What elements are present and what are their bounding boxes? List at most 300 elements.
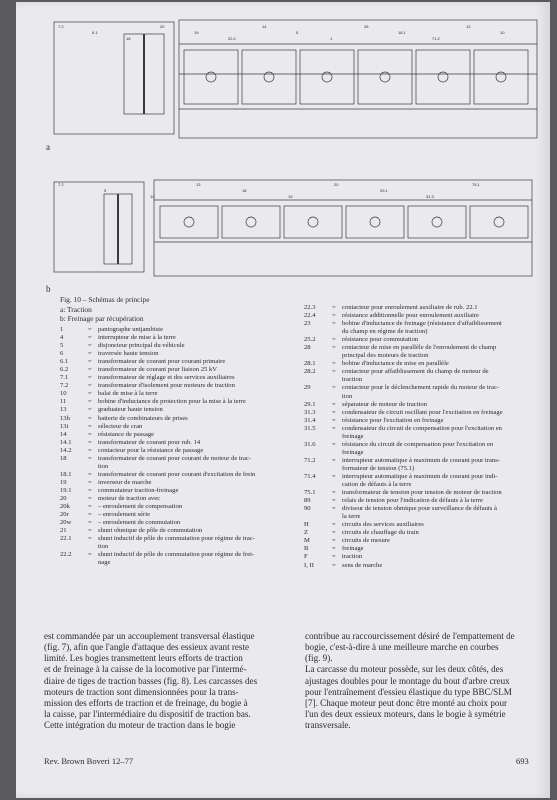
schematic-label: 14	[262, 24, 267, 29]
circuit-block	[184, 50, 238, 104]
legend-code: 22.3	[304, 304, 316, 311]
schematic-label: 20	[160, 24, 165, 29]
legend-entry	[60, 447, 308, 455]
figure-caption	[60, 295, 300, 324]
legend-code: 20	[60, 494, 67, 502]
legend-text: résistance pour l'excitation en freinage	[342, 416, 444, 424]
legend-code: 25.2	[304, 336, 316, 344]
legend-entry	[304, 401, 542, 409]
panel-a-label: a	[46, 142, 50, 152]
legend-text: shunt inductif de pôle de commutation pour régime de frei-	[98, 551, 255, 559]
legend-code: 4	[60, 334, 64, 342]
legend-separator: =	[88, 342, 92, 350]
legend-entry	[304, 529, 542, 537]
legend-text: inverseur de marche	[98, 478, 152, 486]
legend-text: contacteur pour le déclenchement rapide du moteur de trac-	[342, 384, 500, 392]
legend-entry	[304, 376, 542, 384]
legend-separator: =	[332, 472, 336, 480]
legend-entry	[304, 417, 542, 425]
legend-entry	[60, 503, 308, 511]
legend-separator: =	[88, 511, 92, 519]
motor-symbol	[370, 217, 380, 227]
text-line: moteurs de traction sont dimensionnées pour la trans-	[44, 686, 239, 697]
schematic-label: 14	[150, 194, 155, 199]
legend-code: Z	[304, 529, 309, 537]
legend-text: freinage	[342, 545, 364, 553]
schematic-label: 20	[334, 182, 339, 187]
legend-text: shunt ohmique de pôle de commutation	[98, 527, 203, 535]
legend-code: 6	[60, 350, 64, 358]
motor-symbol	[496, 72, 506, 82]
legend-separator: =	[88, 503, 92, 511]
legend-entry	[304, 553, 542, 561]
text-line: ajustages doubles pour le montage du bout d'arbre creux	[305, 675, 510, 686]
legend-code: 5	[60, 342, 64, 350]
legend-code: I, II	[304, 561, 314, 569]
legend-text: commutateur traction-freinage	[98, 486, 179, 494]
legend-code: 6.1	[60, 358, 69, 366]
legend-code: 31.4	[304, 416, 316, 424]
motor-symbol	[246, 217, 256, 227]
schematic-label: 13	[196, 182, 201, 187]
legend-separator: =	[332, 360, 336, 368]
legend-entry	[304, 336, 542, 344]
legend-entry	[304, 344, 542, 352]
legend-separator: =	[332, 320, 336, 328]
text-line: pour l'entraînement d'essieu élastique du type BBC/SLM	[305, 686, 512, 697]
legend-text: formateur de tension (75.1)	[342, 464, 415, 472]
legend-code	[304, 481, 332, 489]
legend-code: 19.1	[60, 486, 72, 494]
motor-symbol	[380, 72, 390, 82]
legend-code: 28	[304, 344, 311, 352]
legend-entry	[60, 455, 308, 463]
legend-separator	[332, 513, 342, 521]
legend-entry	[304, 537, 542, 545]
legend-text: contacteur pour enroulement auxiliaire de rub. 22.1	[342, 304, 478, 311]
legend-entry	[304, 425, 542, 433]
legend-text: interrupteur automatique à maximum de courant pour indi-	[342, 472, 498, 480]
legend-separator: =	[88, 350, 92, 358]
legend-separator: =	[88, 398, 92, 406]
legend-separator	[332, 376, 342, 384]
legend-text: transformateur de courant pour courant de moteur de trac-	[98, 454, 252, 462]
legend-separator: =	[88, 430, 92, 438]
legend-separator: =	[332, 344, 336, 352]
legend-text: relais de tension pour l'indication de défauts à la terre	[342, 497, 483, 505]
legend-entry	[60, 543, 308, 551]
legend-code	[304, 433, 332, 441]
legend-text: batterie de combinateurs de prises	[98, 414, 188, 422]
schematic-label: 19	[194, 30, 199, 35]
text-line: est commandée par un accouplement transversal élastique	[44, 631, 255, 641]
legend-text: graduateur haute tension	[98, 406, 163, 414]
legend-text: transformateur de tension pour tension de moteur de traction	[342, 489, 502, 497]
legend-code: 14.2	[60, 446, 72, 454]
legend-separator: =	[88, 478, 92, 486]
footer-journal: Rev. Brown Boveri 12–77	[44, 756, 134, 766]
legend-text: principal des moteurs de traction	[342, 352, 429, 360]
schematic-label: 12	[466, 24, 471, 29]
legend-text: transformateur de courant pour courant primaire	[98, 358, 226, 366]
legend-entry	[60, 358, 308, 366]
legend-entry	[60, 342, 308, 350]
circuit-block	[222, 206, 280, 238]
legend-code: 14	[60, 430, 67, 438]
legend-separator: =	[88, 334, 92, 342]
body-text-left-column	[44, 631, 294, 731]
schematic-label: 7.2	[58, 182, 64, 187]
legend-text: traction	[342, 376, 363, 384]
legend-code: 13h	[60, 414, 70, 422]
text-line: et de freinage à la caisse de la locomotive par l'intermé-	[44, 664, 247, 675]
text-line: contribue au raccourcissement désiré de l'empattement de	[305, 631, 515, 641]
legend-text: – enroulement de commutation	[98, 519, 181, 527]
schematic-label: 18	[242, 188, 247, 193]
circuit-block	[358, 50, 412, 104]
legend-separator: =	[88, 551, 92, 559]
legend-text: shunt inductif de pôle de commutation pour régime de trac-	[98, 535, 255, 543]
schematic-label: 75.1	[472, 182, 480, 187]
legend-entry	[60, 535, 308, 543]
legend-separator: =	[332, 456, 336, 464]
legend-entry	[60, 519, 308, 527]
legend-entry	[60, 374, 308, 382]
legend-separator: =	[332, 497, 336, 505]
text-line: [7]. Chaque moteur peut donc être monté au choix pour	[305, 697, 508, 708]
legend-entry	[60, 423, 308, 431]
legend-code: 75.1	[304, 489, 316, 497]
legend-code: 14.1	[60, 438, 72, 446]
legend-text: balai de mise à la terre	[98, 390, 158, 398]
legend-text: séparateur de moteur de traction	[342, 400, 427, 408]
schematic-label: 31.3	[426, 194, 434, 199]
legend-entry	[60, 487, 308, 495]
legend-code: 7.2	[60, 382, 69, 390]
legend-code: 19	[60, 478, 67, 486]
legend-entry	[304, 441, 542, 449]
legend-text: tion	[98, 462, 109, 470]
legend-entry	[60, 366, 308, 374]
legend-entry	[304, 320, 542, 328]
legend-text: du champ en régime de traction)	[342, 328, 428, 336]
legend-text: diviseur de tension ohmique pour surveillance de défauts à	[342, 505, 497, 513]
legend-separator: =	[88, 494, 92, 502]
legend-text: résistance du circuit de compensation pour l'excitation en	[342, 440, 494, 448]
legend-code: 20w	[60, 519, 72, 527]
legend-code: 7.1	[60, 374, 69, 382]
legend-text: condensateur du circuit de compensation pour l'excitation en	[342, 424, 502, 432]
legend-text: transformateur de réglage et des services auxiliaires	[98, 374, 235, 382]
legend-entry	[60, 559, 308, 567]
legend-separator: =	[332, 416, 336, 424]
legend-code: 28.2	[304, 368, 316, 376]
legend-code: 13	[60, 406, 67, 414]
legend-text: transformateur de courant pour liaison 25 kV	[98, 366, 218, 374]
legend-code	[304, 465, 332, 473]
schematic-label: 1	[330, 36, 333, 41]
legend-separator: =	[88, 470, 92, 478]
text-line: l'un des deux essieux moteurs, dans le bogie à symétrie	[305, 709, 506, 720]
legend-code: 22.4	[304, 312, 316, 320]
legend-entry	[304, 497, 542, 505]
legend-text: contacteur pour affaiblissement du champ de moteur de	[342, 368, 489, 376]
schematic-label: 22.2	[228, 36, 236, 41]
legend-text: contacteur pour la résistance de passage	[98, 446, 204, 454]
text-line: la caisse, par l'intermédiaire du dispositif de traction bas.	[44, 709, 251, 720]
legend-entry	[304, 481, 542, 489]
circuit-block	[242, 50, 296, 104]
legend-code: 28.1	[304, 360, 316, 368]
legend-text: résistance additionnelle pour enroulement auxiliaire	[342, 312, 479, 320]
legend-separator: =	[88, 535, 92, 543]
circuit-block	[470, 206, 528, 238]
legend-separator: =	[88, 366, 92, 374]
legend-code: F	[304, 553, 308, 561]
legend-text: freinage	[342, 448, 364, 456]
legend-entry	[304, 449, 542, 457]
legend-text: tion	[342, 392, 353, 400]
legend-code	[304, 376, 332, 384]
panel-b-label: b	[46, 284, 51, 294]
legend-code	[60, 543, 88, 551]
legend-code: 23	[304, 320, 311, 328]
legend-separator: =	[88, 454, 92, 462]
caption-sub-b: b: Freinage par récupération	[60, 314, 144, 324]
legend-separator: =	[88, 326, 92, 333]
legend-entry	[304, 465, 542, 473]
legend-code: 71.2	[304, 456, 316, 464]
legend-entry	[60, 350, 308, 358]
legend-separator: =	[332, 505, 336, 513]
legend-separator: =	[88, 527, 92, 535]
legend-code: 18.1	[60, 470, 72, 478]
legend-code: 21	[60, 527, 67, 535]
legend-entry	[60, 551, 308, 559]
legend-entry	[304, 352, 542, 360]
legend-entry	[60, 406, 308, 414]
legend-code: 6.2	[60, 366, 69, 374]
legend-code: 31.5	[304, 424, 316, 432]
legend-separator	[332, 352, 342, 360]
legend-code: 22.2	[60, 551, 72, 559]
legend-entry	[304, 368, 542, 376]
legend-separator: =	[332, 561, 336, 569]
legend-entry	[60, 398, 308, 406]
legend-entry	[304, 433, 542, 441]
legend-text: bobine d'inductance de freinage (résistance d'affaiblissement	[342, 320, 502, 328]
legend-separator	[332, 433, 342, 441]
legend-code: 10	[60, 390, 67, 398]
legend-text: freinage	[342, 432, 364, 440]
legend-separator: =	[332, 312, 336, 320]
legend-code: 22.1	[60, 535, 72, 543]
legend-entry	[304, 505, 542, 513]
motor-symbol	[308, 217, 318, 227]
legend-separator: =	[88, 438, 92, 446]
legend-left	[60, 326, 308, 567]
legend-code: 90	[304, 505, 311, 513]
caption-sub-a: a: Traction	[60, 304, 92, 314]
legend-code: 29	[304, 384, 311, 392]
legend-text: circuits de chauffage du train	[342, 529, 419, 537]
motor-symbol	[494, 217, 504, 227]
legend-separator: =	[332, 304, 336, 311]
legend-entry	[60, 415, 308, 423]
legend-text: sens de marche	[342, 561, 383, 569]
legend-separator	[332, 328, 342, 336]
legend-separator	[88, 463, 98, 471]
legend-separator: =	[88, 422, 92, 430]
legend-separator: =	[332, 553, 336, 561]
legend-code: 18	[60, 454, 67, 462]
legend-text: bobine d'inductance de mise en parallèle	[342, 360, 449, 368]
text-line: mission des efforts de traction et de freinage, du bogie à	[44, 697, 248, 708]
legend-entry	[60, 382, 308, 390]
legend-entry	[304, 521, 542, 529]
circuit-block	[160, 206, 218, 238]
text-line: transversale.	[305, 720, 351, 731]
schematic-label: 19	[288, 194, 293, 199]
legend-entry	[60, 390, 308, 398]
legend-separator: =	[332, 400, 336, 408]
legend-text: moteur de traction avec	[98, 494, 161, 502]
legend-separator: =	[88, 390, 92, 398]
legend-separator: =	[332, 408, 336, 416]
schematic-label: 5	[104, 188, 107, 193]
text-line: limité. Les bogies transmettent leurs efforts de traction	[44, 653, 243, 664]
text-line: Cette intégration du moteur de traction dans le bogie	[44, 720, 236, 731]
legend-text: résistance de passage	[98, 430, 155, 438]
legend-entry	[304, 393, 542, 401]
legend-text: traction	[342, 553, 363, 561]
circuit-block	[474, 50, 528, 104]
legend-code	[304, 352, 332, 360]
legend-separator	[332, 481, 342, 489]
legend-entry	[304, 457, 542, 465]
schematic-braking	[44, 172, 542, 284]
schematic-traction	[44, 14, 542, 144]
legend-separator: =	[332, 384, 336, 392]
legend-code	[304, 328, 332, 336]
legend-separator: =	[332, 440, 336, 448]
legend-entry	[60, 334, 308, 342]
legend-code	[60, 463, 88, 471]
legend-text: interrupteur automatique à maximum de courant pour trans-	[342, 456, 501, 464]
legend-entry	[304, 360, 542, 368]
footer-page-number: 693	[516, 756, 529, 766]
legend-entry	[60, 471, 308, 479]
legend-entry	[60, 511, 308, 519]
motor-symbol	[184, 217, 194, 227]
legend-entry	[304, 489, 542, 497]
schematic-label: 10	[500, 30, 505, 35]
legend-code: B	[304, 545, 309, 553]
legend-entry	[60, 326, 308, 334]
legend-code: 31.3	[304, 408, 316, 416]
legend-text: cation de défauts à la terre	[342, 481, 412, 489]
legend-entry	[304, 513, 542, 521]
circuit-block	[346, 206, 404, 238]
legend-code: 89	[304, 497, 311, 505]
legend-code: H	[304, 521, 309, 529]
body-text-right-column	[305, 631, 541, 731]
schematic-label: 18.1	[398, 30, 406, 35]
legend-separator: =	[88, 374, 92, 382]
schematic-label: 6.1	[92, 30, 98, 35]
caption-title: Fig. 10 – Schémas de principe	[60, 295, 150, 304]
legend-entry	[304, 545, 542, 553]
legend-entry	[60, 463, 308, 471]
legend-text: interrupteur de mise à la terre	[98, 334, 176, 342]
legend-code: 13i	[60, 422, 69, 430]
schematic-label: 29.1	[380, 188, 388, 193]
document-page	[16, 2, 550, 798]
legend-code: 71.4	[304, 472, 316, 480]
legend-entry	[304, 384, 542, 392]
legend-text: traversée haute tension	[98, 350, 159, 358]
legend-text: résistance pour commutation	[342, 336, 419, 344]
legend-code	[304, 513, 332, 521]
legend-text: disjoncteur principal du véhicule	[98, 342, 185, 350]
legend-text: condensateur de circuit oscillant pour l'excitation en freinage	[342, 408, 503, 416]
legend-separator: =	[88, 382, 92, 390]
legend-entry	[60, 527, 308, 535]
schematic-label: 7.2	[58, 24, 64, 29]
legend-code	[304, 449, 332, 457]
legend-separator: =	[332, 424, 336, 432]
motor-symbol	[322, 72, 332, 82]
legend-text: circuits des services auxiliaires	[342, 521, 424, 529]
legend-separator: =	[332, 368, 336, 376]
legend-separator: =	[332, 529, 336, 537]
legend-text: transformateur de courant pour courant d'excitation de frein	[98, 470, 256, 478]
legend-separator	[88, 559, 98, 567]
legend-separator: =	[88, 486, 92, 494]
legend-code	[304, 393, 332, 401]
legend-separator: =	[88, 446, 92, 454]
legend-separator: =	[332, 537, 336, 545]
legend-entry	[60, 431, 308, 439]
legend-separator	[332, 465, 342, 473]
legend-separator	[332, 393, 342, 401]
circuit-block	[284, 206, 342, 238]
legend-separator	[332, 449, 342, 457]
legend-text: transformateur d'isolement pour moteurs de traction	[98, 382, 235, 390]
schematic-label: 71.2	[432, 36, 440, 41]
text-line: diaire de tiges de traction basses (fig. 8). Les carcasses des	[44, 675, 258, 686]
legend-separator: =	[88, 406, 92, 414]
motor-symbol	[432, 217, 442, 227]
legend-separator: =	[332, 521, 336, 529]
legend-text: bobine d'inductance de protection pour la mise à la terre	[98, 398, 246, 406]
circuit-block	[416, 50, 470, 104]
legend-text: contacteur de mise en parallèle de l'enroulement de champ	[342, 344, 497, 352]
legend-code: 20k	[60, 503, 70, 511]
text-line: La carcasse du moteur possède, sur les deux côtés, des	[305, 664, 504, 675]
legend-text: – enroulement de compensation	[98, 503, 183, 511]
legend-code: M	[304, 537, 310, 545]
motor-symbol	[438, 72, 448, 82]
legend-code	[60, 559, 88, 567]
legend-code: 11	[60, 398, 67, 406]
legend-text: la terre	[342, 513, 361, 521]
legend-separator: =	[332, 336, 336, 344]
motor-symbol	[264, 72, 274, 82]
legend-separator	[88, 543, 98, 551]
circuit-block	[300, 50, 354, 104]
text-line: (fig. 9).	[305, 653, 333, 664]
